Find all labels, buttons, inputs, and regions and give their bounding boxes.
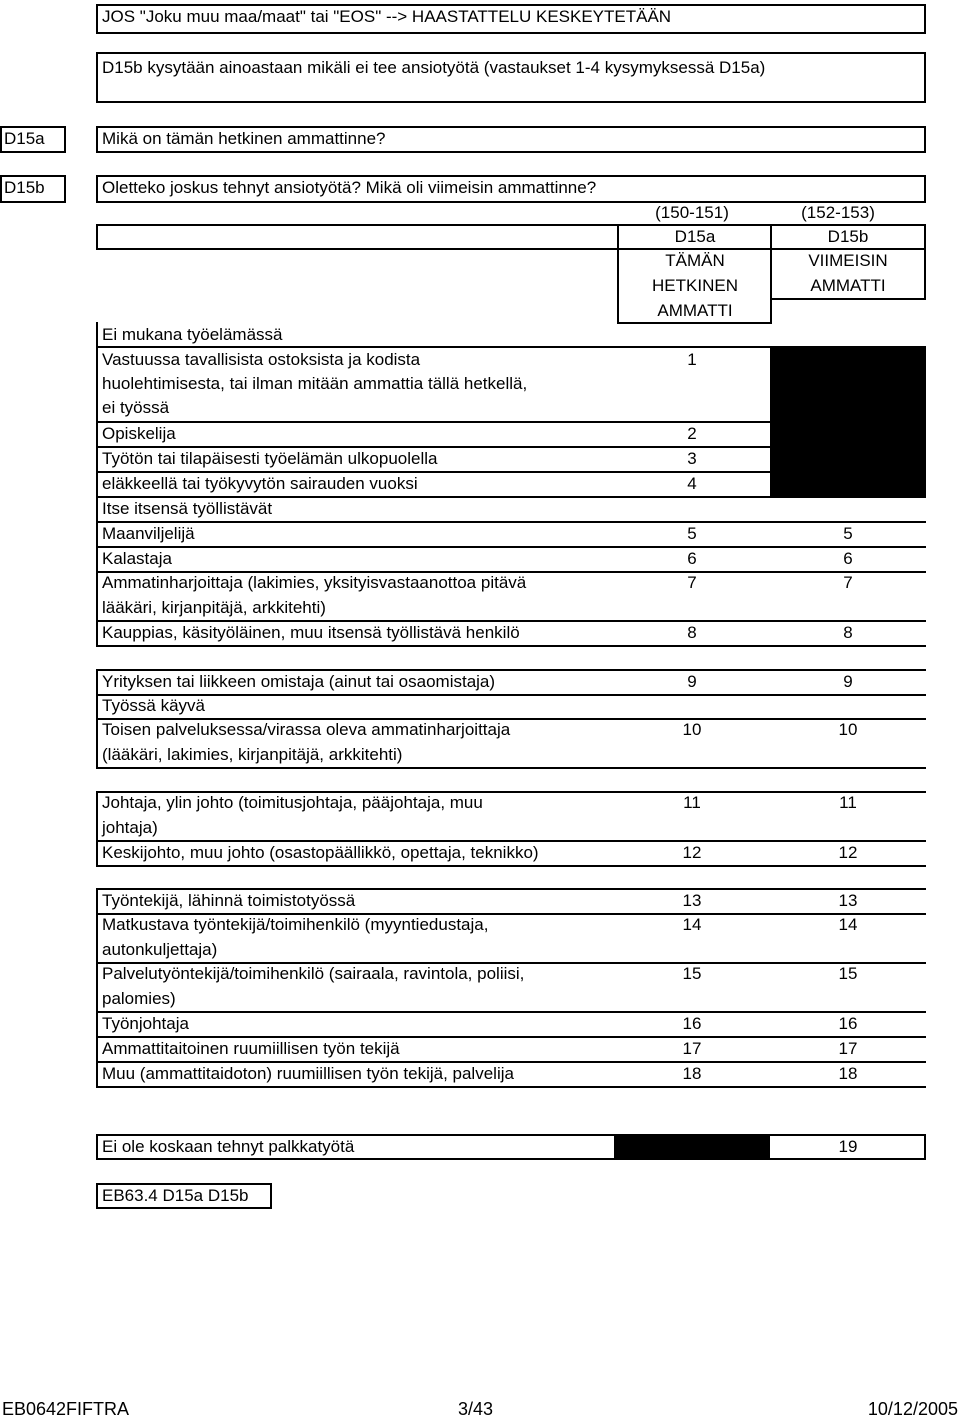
option-13-code-d15b[interactable]: 13 — [838, 891, 858, 910]
option-7-code-d15b[interactable]: 7 — [843, 573, 853, 592]
option-divider — [96, 767, 926, 769]
option-4-code-d15a[interactable]: 4 — [687, 474, 697, 493]
option-15-label-cont: palomies) — [102, 989, 176, 1008]
option-6-label: Kalastaja — [102, 549, 172, 568]
col-d15a-line3: AMMATTI — [657, 301, 733, 320]
d15a-question: Mikä on tämän hetkinen ammattinne? — [102, 129, 386, 148]
option-11-label-cont: johtaja) — [102, 818, 158, 837]
option-12-label: Keskijohto, muu johto (osastopäällikkö, opettaja, teknikko) — [102, 843, 539, 862]
col-d15b-code: D15b — [827, 227, 869, 246]
option-6-code-d15a[interactable]: 6 — [687, 549, 697, 568]
option-divider — [96, 694, 926, 696]
options-left-rule — [96, 791, 98, 866]
option-9-code-d15a[interactable]: 9 — [687, 672, 697, 691]
col-d15b-range: (152-153) — [801, 203, 875, 222]
option-14-code-d15a[interactable]: 14 — [682, 915, 702, 934]
option-divider — [96, 669, 926, 671]
option-12-code-d15b[interactable]: 12 — [838, 843, 858, 862]
col-d15a-line2: HETKINEN — [652, 276, 738, 295]
option-14-code-d15b[interactable]: 14 — [838, 915, 858, 934]
option-18-code-d15b[interactable]: 18 — [838, 1064, 858, 1083]
option-14-label: Matkustava työntekijä/toimihenkilö (myyntiedustaja, — [102, 915, 489, 934]
option-11-label: Johtaja, ylin johto (toimitusjohtaja, pääjohtaja, muu — [102, 793, 483, 812]
option-5-code-d15b[interactable]: 5 — [843, 524, 853, 543]
footer-date: 10/12/2005 — [867, 1399, 958, 1419]
option-2-label: Opiskelija — [102, 424, 176, 443]
option-6-code-d15b[interactable]: 6 — [843, 549, 853, 568]
option-5-label: Maanviljelijä — [102, 524, 195, 543]
group-heading-employed: Työssä käyvä — [102, 696, 205, 715]
option-19-code-d15b[interactable]: 19 — [838, 1137, 858, 1156]
group-heading-self-employed: Itse itsensä työllistävät — [102, 499, 273, 518]
options-left-rule — [96, 888, 98, 1086]
option-17-label: Ammattitaitoinen ruumiillisen työn tekijä — [102, 1039, 400, 1058]
option-3-code-d15a[interactable]: 3 — [687, 449, 697, 468]
option-14-label-cont: autonkuljettaja) — [102, 940, 218, 959]
option-18-code-d15a[interactable]: 18 — [682, 1064, 702, 1083]
option-5-code-d15a[interactable]: 5 — [687, 524, 697, 543]
option-4-label: eläkkeellä tai työkyvytön sairauden vuoksi — [102, 474, 418, 493]
option-15-label: Palvelutyöntekijä/toimihenkilö (sairaala, ravintola, poliisi, — [102, 964, 525, 983]
col-d15a-code: D15a — [674, 227, 716, 246]
d15b-question: Oletteko joskus tehnyt ansiotyötä? Mikä oli viimeisin ammattinne? — [102, 178, 597, 197]
option-2-code-d15a[interactable]: 2 — [687, 424, 697, 443]
option-18-label: Muu (ammattitaidoton) ruumiillisen työn tekijä, palvelija — [102, 1064, 514, 1083]
option-19-label: Ei ole koskaan tehnyt palkkatyötä — [102, 1137, 355, 1156]
option-17-code-d15b[interactable]: 17 — [838, 1039, 858, 1058]
option-15-code-d15a[interactable]: 15 — [682, 964, 702, 983]
option-15-code-d15b[interactable]: 15 — [838, 964, 858, 983]
group-heading-not-working: Ei mukana työelämässä — [102, 325, 283, 344]
option-16-code-d15a[interactable]: 16 — [682, 1014, 702, 1033]
option-10-label: Toisen palveluksessa/virassa oleva ammatinharjoittaja — [102, 720, 511, 739]
d15a-code: D15a — [4, 129, 45, 148]
option-1-label: Vastuussa tavallisista ostoksista ja kodista — [102, 350, 421, 369]
option-8-code-d15a[interactable]: 8 — [687, 623, 697, 642]
option-11-code-d15a[interactable]: 11 — [683, 793, 701, 812]
option-1-label-cont: huolehtimisesta, tai ilman mitään ammattia tällä hetkellä, — [102, 374, 528, 393]
option-1-label-cont2: ei työssä — [102, 398, 170, 417]
reference-code: EB63.4 D15a D15b — [102, 1186, 249, 1205]
col-d15b-line1: VIIMEISIN — [808, 251, 888, 270]
option-13-code-d15a[interactable]: 13 — [682, 891, 702, 910]
option-8-code-d15b[interactable]: 8 — [843, 623, 853, 642]
option-1-code-d15a[interactable]: 1 — [687, 350, 697, 369]
option-divider — [96, 1086, 926, 1088]
condition-note: D15b kysytään ainoastaan mikäli ei tee ansiotyötä (vastaukset 1-4 kysymyksessä D15a) — [102, 58, 766, 77]
option-7-label-cont: lääkäri, kirjanpitäjä, arkkitehti) — [102, 598, 326, 617]
interrupt-note: JOS "Joku muu maa/maat" tai "EOS" --> HAASTATTELU KESKEYTETÄÄN — [102, 7, 672, 26]
na-block-d15b-1-4 — [770, 346, 926, 496]
option-divider — [96, 865, 926, 867]
option-12-code-d15a[interactable]: 12 — [682, 843, 702, 862]
option-8-label: Kauppias, käsityöläinen, muu itsensä työllistävä henkilö — [102, 623, 520, 642]
option-7-label: Ammatinharjoittaja (lakimies, yksityisvastaanottoa pitävä — [102, 573, 527, 592]
col-d15b-line2: AMMATTI — [810, 276, 886, 295]
option-divider — [96, 645, 926, 647]
col-d15a-line1: TÄMÄN — [665, 251, 725, 270]
option-13-label: Työntekijä, lähinnä toimistotyössä — [102, 891, 356, 910]
option-10-code-d15a[interactable]: 10 — [682, 720, 702, 739]
footer-doc-id: EB0642FIFTRA — [2, 1399, 130, 1419]
option-11-code-d15b[interactable]: 11 — [839, 793, 857, 812]
option-3-label: Työtön tai tilapäisesti työelämän ulkopuolella — [102, 449, 438, 468]
option-16-label: Työnjohtaja — [102, 1014, 189, 1033]
option-10-code-d15b[interactable]: 10 — [838, 720, 858, 739]
d15b-code: D15b — [4, 178, 45, 197]
options-left-rule — [96, 322, 98, 646]
option-16-code-d15b[interactable]: 16 — [838, 1014, 858, 1033]
option-9-label: Yrityksen tai liikkeen omistaja (ainut tai osaomistaja) — [102, 672, 496, 691]
col-d15a-range: (150-151) — [655, 203, 729, 222]
option-7-code-d15a[interactable]: 7 — [687, 573, 697, 592]
option-10-label-cont: (lääkäri, lakimies, kirjanpitäjä, arkkitehti) — [102, 745, 403, 764]
option-9-code-d15b[interactable]: 9 — [843, 672, 853, 691]
footer-page-number: 3/43 — [458, 1399, 494, 1419]
option-17-code-d15a[interactable]: 17 — [682, 1039, 702, 1058]
